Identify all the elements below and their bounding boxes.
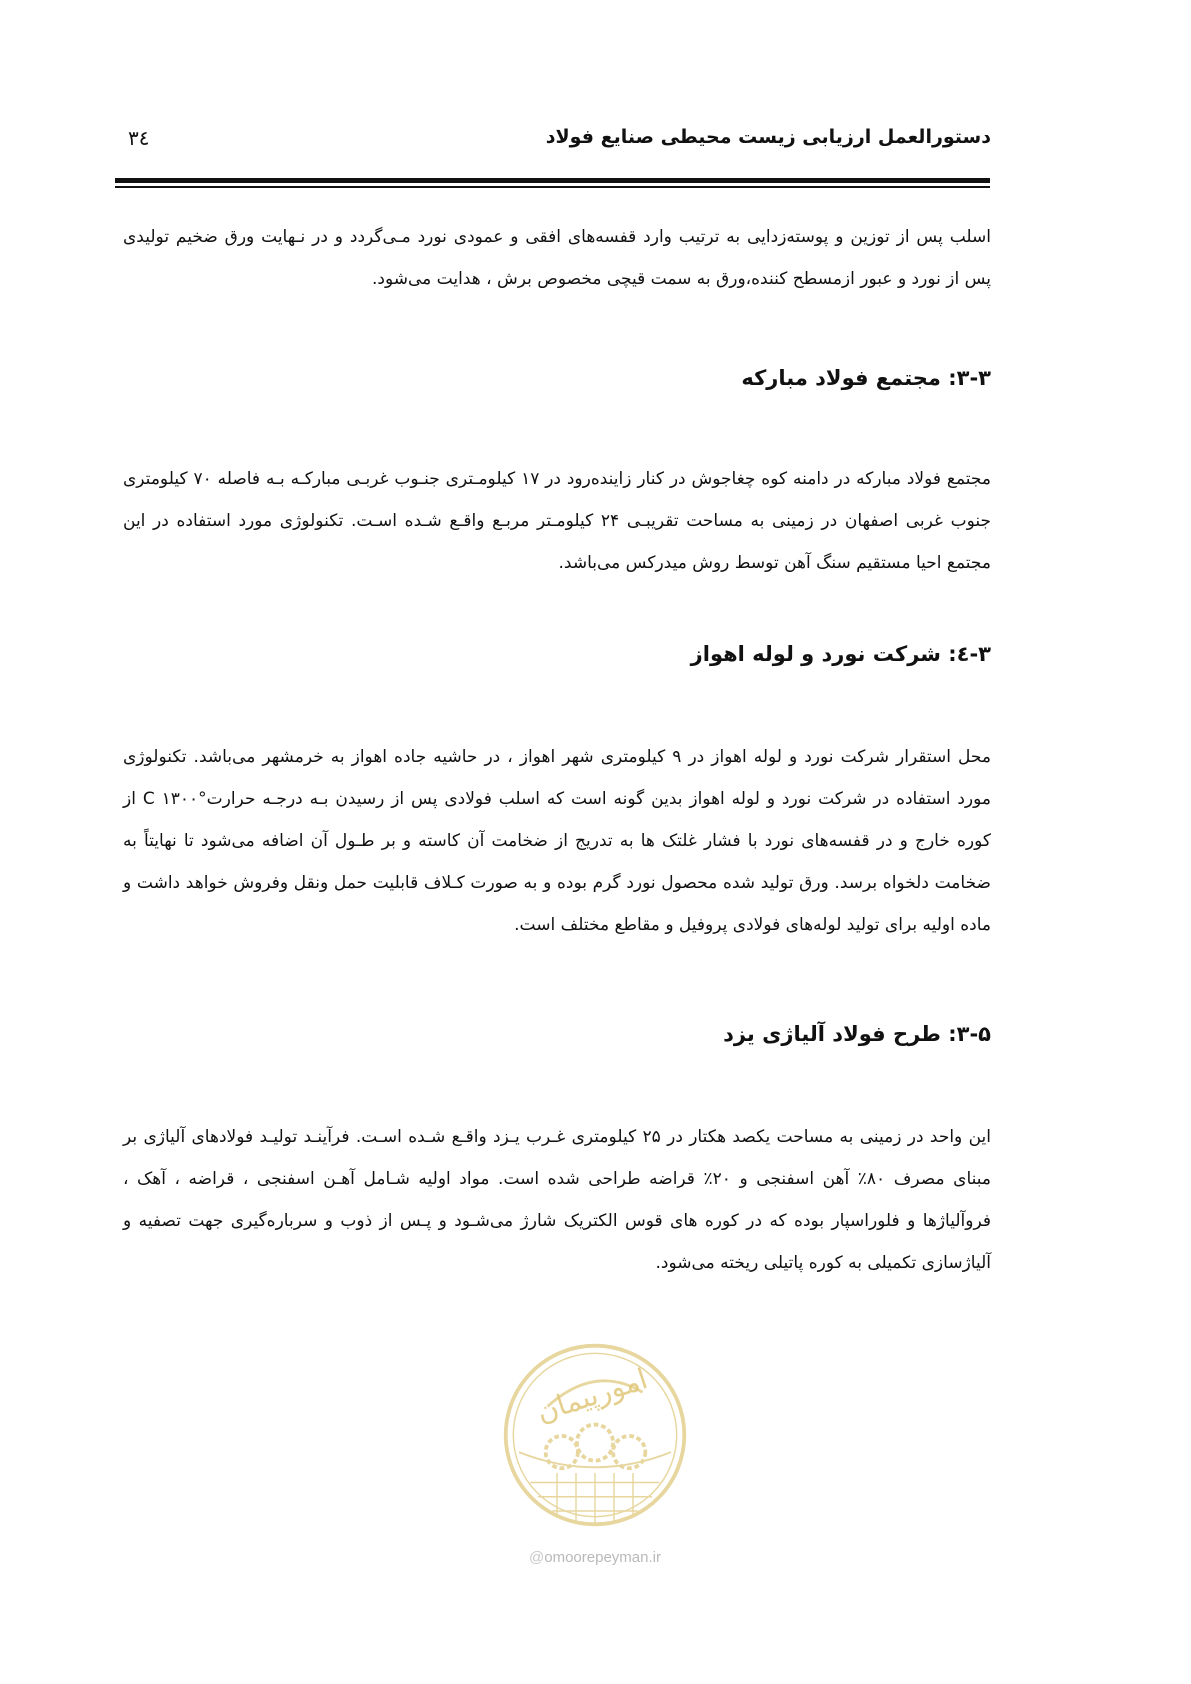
header-rule-thick <box>115 178 990 183</box>
paragraph-rolling-process: اسلب پس از توزین و پوسته‌زدایی به ترتیب وارد قفسه‌های افقی و عمودی نورد مـی‌گردد و در نـهایت ورق ضخیم تولیدی پس از نورد و عبور ازمسطح کننده،ورق به سمت قیچی مخصوص برش ، هدایت می‌شود. <box>123 227 991 289</box>
paragraph-ahvaz-rolling-pipe: محل استقرار شرکت نورد و لوله اهواز در ۹ کیلومتری شهر اهواز ، در حاشیه جاده اهواز به خرمشهر می‌باشد. تکنولوژی مورد استفاده در شرکت نورد و لوله اهواز بدین گونه است که اسلب فولادی پس از رسیدن بـه درجـه حرارت°C ۱۳۰۰ از کوره خارج و در قفسه‌های نورد با فشار غلتک ها به تدریج از ضخامت آن کاسته و بر طـول آن اضافه می‌شود تا نهایتاً به ضخامت دلخواه برسد. ورق تولید شده محصول نورد گرم بوده و به صورت کـلاف قابلیت حمل ونقل وفروش خواهد داشت و ماده اولیه برای تولید لوله‌های فولادی پروفیل و مقاطع مختلف است. <box>123 747 992 935</box>
heading-ahvaz-rolling-pipe: ۳-٤: شرکت نورد و لوله اهواز <box>690 642 991 666</box>
watermark-caption-text: omoorepeyman.ir <box>544 1549 661 1566</box>
page-number: ۳٤ <box>128 126 150 150</box>
paragraph-mobarakeh-steel: مجتمع فولاد مبارکه در دامنه کوه چغاجوش در کنار زاینده‌رود در ۱۷ کیلومـتری جنـوب غربـی مبارکـه بـه فاصله ۷۰ کیلومتری جنوب غربی اصفهان در زمینی به مساحت تقریبـی ۲۴ کیلومـتر مربـع واقـع شـده اسـت. تکنولوژی مورد استفاده در این مجتمع احیا مستقیم سنگ آهن توسط روش میدرکس می‌باشد. <box>123 469 991 573</box>
heading-yazd-alloy-steel: ۳-۵: طرح فولاد آلیاژی یزد <box>723 1022 991 1046</box>
heading-mobarakeh-steel: ۳-۳: مجتمع فولاد مبارکه <box>741 366 991 390</box>
paragraph-yazd-alloy-steel: این واحد در زمینی به مساحت یکصد هکتار در ۲۵ کیلومتری غـرب یـزد واقـع شـده اسـت. فرآینـد تولیـد فولادهای آلیاژی بر مبنای مصرف ۸۰٪ آهن اسفنجی و ۲۰٪ قراضه طراحی شده است. مواد اولیه شـامل آهـن اسفنجی ، قراضه ، آهک ، فروآلیاژها و فلوراسپار بوده که در کوره های قوس الکتریک شارژ می‌شـود و پـس از ذوب و سرباره‌گیری جهت تصفیه و آلیاژسازی تکمیلی به کوره پاتیلی ریخته می‌شود. <box>123 1127 991 1273</box>
header-rule-thin <box>115 186 990 188</box>
running-header-title: دستورالعمل ارزیابی زیست محیطی صنایع فولاد <box>545 126 991 148</box>
watermark-logo <box>500 1340 690 1530</box>
watermark-logo-text: امورپیمان <box>532 1362 652 1429</box>
watermark-caption <box>475 1549 715 1566</box>
watermark-at-icon: @ <box>529 1549 545 1566</box>
